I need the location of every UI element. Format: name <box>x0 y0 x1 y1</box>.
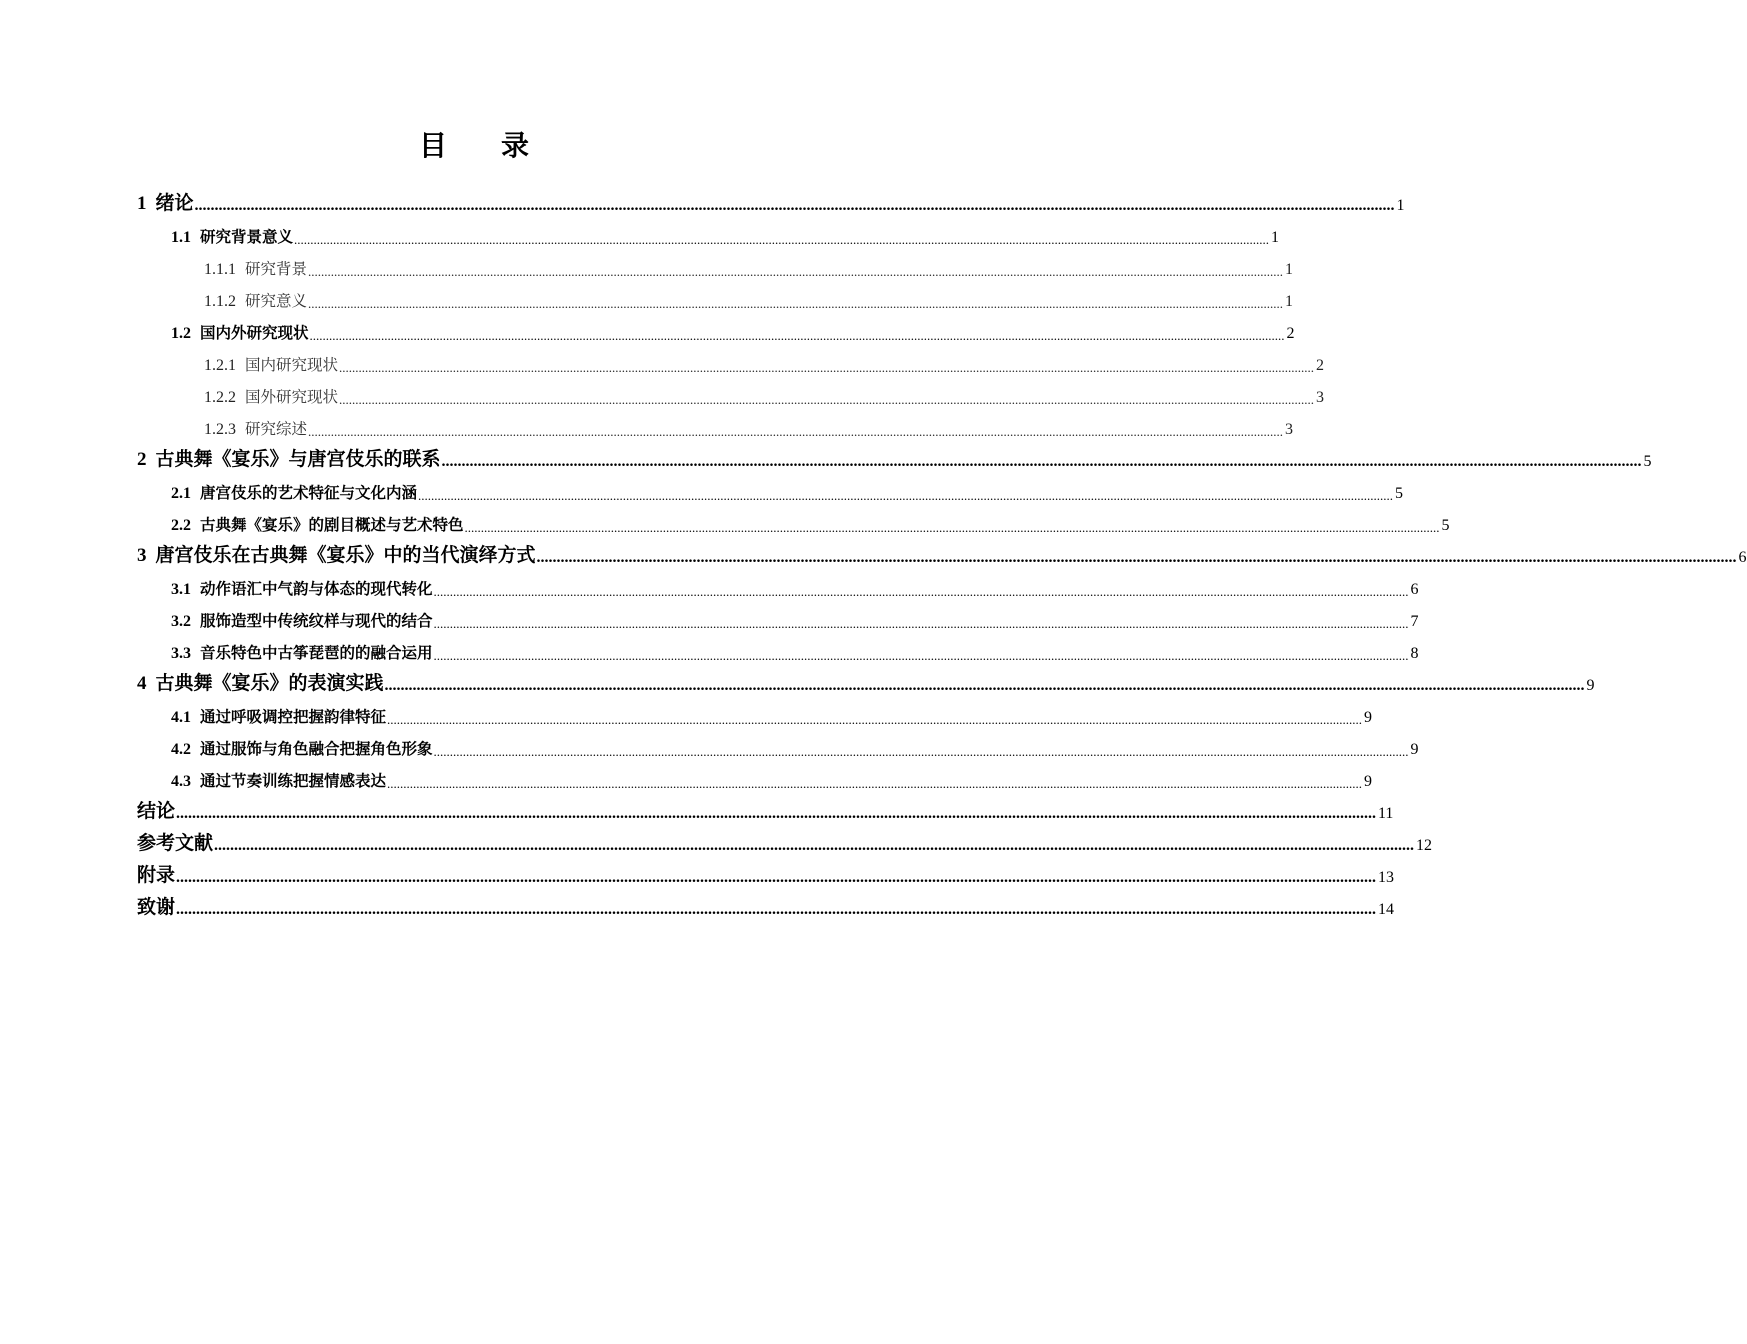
dot-leader: ............................................................................................................................................................................................................................................................................................................ <box>176 869 1377 886</box>
toc-entry-text: 唐宫伎乐在古典舞《宴乐》中的当代演绎方式 <box>155 544 536 566</box>
table-of-contents <box>137 188 1747 924</box>
toc-entry-number: 4 <box>137 673 147 694</box>
toc-entry-text: 国内外研究现状 <box>200 324 309 342</box>
toc-entry-page-number: 1 <box>1285 261 1294 278</box>
toc-entry-page-number: 9 <box>1364 709 1373 726</box>
toc-entry-label <box>171 481 417 508</box>
toc-entry-page-number: 3 <box>1285 421 1294 438</box>
toc-entry-text: 通过服饰与角色融合把握角色形象 <box>200 740 433 758</box>
toc-entry-page-number: 3 <box>1316 389 1325 406</box>
toc-entry-label <box>171 609 433 636</box>
toc-entry-number: 2 <box>137 449 147 470</box>
dot-leader: ............................................................................................................................................................................................................................................................................................................ <box>433 584 1409 599</box>
toc-entry-number: 2.2 <box>171 517 191 534</box>
toc-entry[interactable] <box>137 636 1419 668</box>
toc-entry-label <box>137 860 175 892</box>
toc-entry-page-number: 14 <box>1378 901 1395 918</box>
toc-entry[interactable] <box>137 764 1373 796</box>
toc-entry[interactable] <box>137 508 1450 540</box>
dot-leader: ............................................................................................................................................................................................................................................................................................................ <box>464 520 1440 535</box>
toc-entry-number: 1.1.2 <box>204 293 236 310</box>
toc-entry-text: 古典舞《宴乐》与唐宫伎乐的联系 <box>155 448 441 470</box>
toc-title <box>0 124 950 164</box>
toc-entry-page-number: 5 <box>1395 485 1404 502</box>
toc-entry-label <box>204 417 307 444</box>
toc-entry-label <box>204 289 307 316</box>
toc-title-right: 录 <box>501 129 532 162</box>
toc-entry[interactable] <box>137 284 1294 316</box>
toc-entry[interactable] <box>137 188 1405 220</box>
toc-entry-page-number: 6 <box>1410 581 1419 598</box>
toc-entry-number: 4.1 <box>171 709 191 726</box>
toc-entry-label <box>204 385 338 412</box>
toc-entry-label <box>137 796 175 828</box>
toc-entry-text: 古典舞《宴乐》的表演实践 <box>155 672 384 694</box>
toc-entry-page-number: 9 <box>1586 677 1595 694</box>
toc-entry-label <box>137 668 384 700</box>
dot-leader: ............................................................................................................................................................................................................................................................................................................ <box>433 648 1409 663</box>
toc-entry-text: 研究意义 <box>245 292 308 310</box>
toc-entry[interactable] <box>137 860 1395 892</box>
toc-entry-text: 附录 <box>137 864 176 886</box>
toc-entry-text: 研究背景 <box>245 260 308 278</box>
toc-entry-label <box>137 828 213 860</box>
toc-entry-text: 国内研究现状 <box>245 356 339 374</box>
dot-leader: ............................................................................................................................................................................................................................................................................................................ <box>309 328 1285 343</box>
toc-entry-page-number: 2 <box>1316 357 1325 374</box>
toc-entry-text: 研究综述 <box>245 420 308 438</box>
toc-entry-label <box>137 444 441 476</box>
toc-entry-label <box>137 892 175 924</box>
toc-entry-number: 3.3 <box>171 645 191 662</box>
toc-entry-label <box>137 188 194 220</box>
toc-entry[interactable] <box>137 732 1419 764</box>
toc-entry-text: 结论 <box>137 800 176 822</box>
toc-entry[interactable] <box>137 540 1747 572</box>
toc-entry-number: 3 <box>137 545 147 566</box>
dot-leader: ............................................................................................................................................................................................................................................................................................................ <box>387 776 1363 791</box>
dot-leader: ............................................................................................................................................................................................................................................................................................................ <box>384 677 1585 694</box>
toc-entry-text: 绪论 <box>155 192 194 214</box>
toc-entry-number: 1.2.2 <box>204 389 236 406</box>
toc-entry-label <box>137 540 536 572</box>
toc-entry-page-number: 12 <box>1416 837 1433 854</box>
toc-entry-number: 1.2 <box>171 325 191 342</box>
toc-entry[interactable] <box>137 700 1373 732</box>
toc-entry-number: 3.1 <box>171 581 191 598</box>
toc-entry[interactable] <box>137 316 1295 348</box>
toc-entry-number: 2.1 <box>171 485 191 502</box>
toc-title-left: 目 <box>418 129 449 162</box>
dot-leader: ............................................................................................................................................................................................................................................................................................................ <box>339 360 1315 375</box>
toc-entry-label <box>171 225 293 252</box>
toc-entry[interactable] <box>137 252 1294 284</box>
toc-entry-page-number: 5 <box>1643 453 1652 470</box>
toc-entry-text: 动作语汇中气韵与体态的现代转化 <box>200 580 433 598</box>
dot-leader: ............................................................................................................................................................................................................................................................................................................ <box>308 264 1284 279</box>
toc-entry-number: 4.2 <box>171 741 191 758</box>
toc-entry-label <box>171 321 309 348</box>
toc-entry[interactable] <box>137 380 1325 412</box>
toc-entry-page-number: 9 <box>1410 741 1419 758</box>
toc-entry-label <box>171 641 433 668</box>
toc-entry-page-number: 13 <box>1378 869 1395 886</box>
toc-entry-page-number: 5 <box>1441 517 1450 534</box>
toc-entry-label <box>204 257 307 284</box>
toc-entry-page-number: 7 <box>1410 613 1419 630</box>
dot-leader: ............................................................................................................................................................................................................................................................................................................ <box>441 453 1642 470</box>
toc-entry-page-number: 1 <box>1271 229 1280 246</box>
toc-entry[interactable] <box>137 796 1394 828</box>
toc-entry-text: 参考文献 <box>137 832 214 854</box>
toc-entry-label <box>171 513 464 540</box>
dot-leader: ............................................................................................................................................................................................................................................................................................................ <box>387 712 1363 727</box>
toc-entry[interactable] <box>137 444 1652 476</box>
toc-entry-number: 1.2.1 <box>204 357 236 374</box>
toc-entry-number: 1.2.3 <box>204 421 236 438</box>
toc-entry-page-number: 8 <box>1410 645 1419 662</box>
toc-entry-text: 通过节奏训练把握情感表达 <box>200 772 387 790</box>
dot-leader: ............................................................................................................................................................................................................................................................................................................ <box>339 392 1315 407</box>
toc-entry[interactable] <box>137 604 1419 636</box>
toc-entry-label <box>171 737 433 764</box>
toc-entry[interactable] <box>137 476 1404 508</box>
dot-leader: ............................................................................................................................................................................................................................................................................................................ <box>176 901 1377 918</box>
toc-entry-text: 古典舞《宴乐》的剧目概述与艺术特色 <box>200 516 464 534</box>
toc-entry-text: 致谢 <box>137 896 176 918</box>
toc-entry-page-number: 1 <box>1285 293 1294 310</box>
toc-entry[interactable] <box>137 572 1419 604</box>
toc-entry-text: 通过呼吸调控把握韵律特征 <box>200 708 387 726</box>
dot-leader: ............................................................................................................................................................................................................................................................................................................ <box>176 805 1377 822</box>
toc-entry-page-number: 9 <box>1364 773 1373 790</box>
dot-leader: ............................................................................................................................................................................................................................................................................................................ <box>308 424 1284 439</box>
toc-entry-page-number: 1 <box>1396 197 1405 214</box>
toc-entry[interactable] <box>137 348 1325 380</box>
dot-leader: ............................................................................................................................................................................................................................................................................................................ <box>294 232 1270 247</box>
toc-entry-label <box>171 577 433 604</box>
toc-entry-page-number: 6 <box>1738 549 1747 566</box>
toc-entry[interactable] <box>137 668 1595 700</box>
toc-entry-label <box>171 705 386 732</box>
toc-entry-number: 1.1.1 <box>204 261 236 278</box>
dot-leader: ............................................................................................................................................................................................................................................................................................................ <box>433 616 1409 631</box>
dot-leader: ............................................................................................................................................................................................................................................................................................................ <box>214 837 1415 854</box>
toc-entry-text: 研究背景意义 <box>200 228 294 246</box>
dot-leader: ............................................................................................................................................................................................................................................................................................................ <box>536 549 1737 566</box>
toc-entry-page-number: 11 <box>1378 805 1394 822</box>
toc-entry[interactable] <box>137 220 1280 252</box>
toc-entry[interactable] <box>137 892 1395 924</box>
dot-leader: ............................................................................................................................................................................................................................................................................................................ <box>308 296 1284 311</box>
toc-entry-number: 1.1 <box>171 229 191 246</box>
toc-entry-number: 1 <box>137 193 147 214</box>
toc-entry-page-number: 2 <box>1286 325 1295 342</box>
toc-entry-text: 音乐特色中古筝琵琶的的融合运用 <box>200 644 433 662</box>
toc-entry-text: 唐宫伎乐的艺术特征与文化内涵 <box>200 484 418 502</box>
toc-entry[interactable] <box>137 828 1433 860</box>
toc-entry-number: 3.2 <box>171 613 191 630</box>
toc-entry-label <box>171 769 386 796</box>
toc-entry-number: 4.3 <box>171 773 191 790</box>
toc-entry-text: 国外研究现状 <box>245 388 339 406</box>
toc-entry-label <box>204 353 338 380</box>
dot-leader: ............................................................................................................................................................................................................................................................................................................ <box>418 488 1394 503</box>
toc-entry[interactable] <box>137 412 1294 444</box>
dot-leader: ............................................................................................................................................................................................................................................................................................................ <box>194 197 1395 214</box>
toc-entry-text: 服饰造型中传统纹样与现代的结合 <box>200 612 433 630</box>
dot-leader: ............................................................................................................................................................................................................................................................................................................ <box>433 744 1409 759</box>
